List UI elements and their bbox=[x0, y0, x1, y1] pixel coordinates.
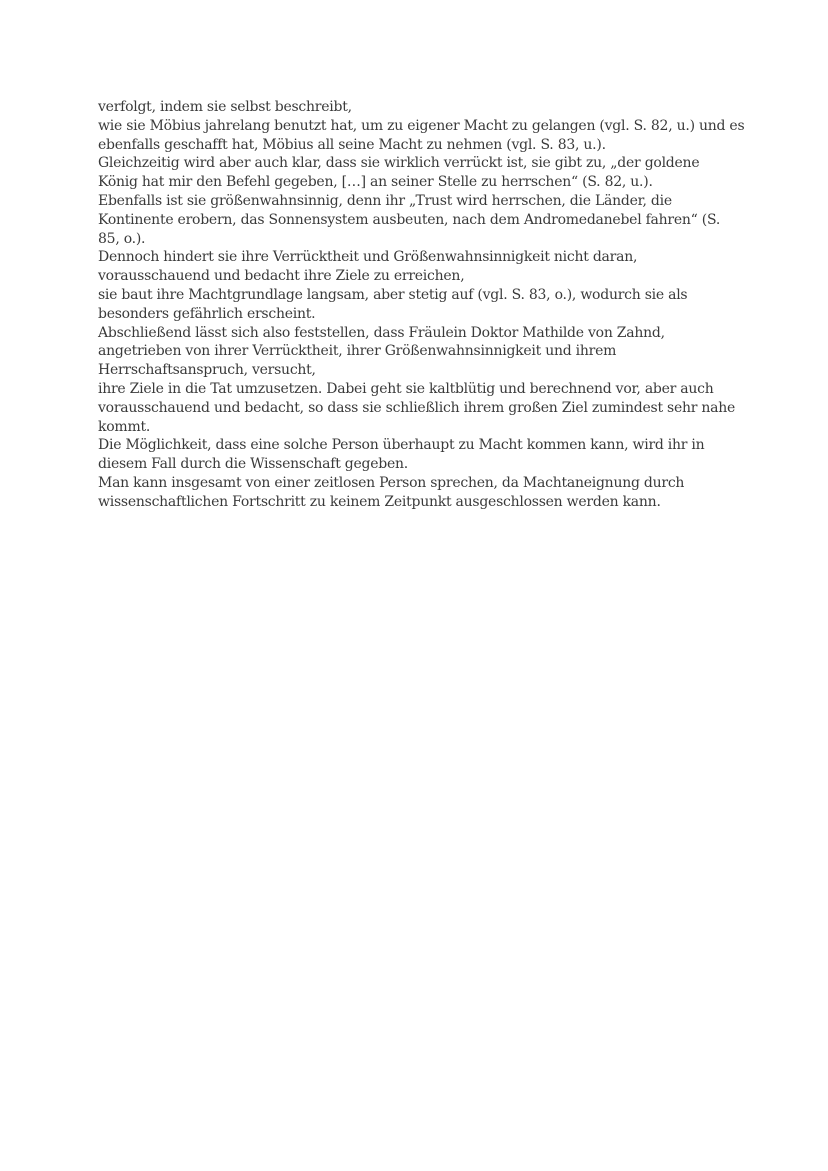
text-line: Dennoch hindert sie ihre Verrücktheit und Größenwahnsinnigkeit nicht daran, bbox=[98, 249, 638, 266]
text-line: Abschließend lässt sich also feststellen, dass Fräulein Doktor Mathilde von Zahnd, bbox=[98, 324, 665, 341]
text-line: vorausschauend und bedacht ihre Ziele zu erreichen, bbox=[98, 268, 465, 285]
text-line: Kontinente erobern, das Sonnensystem ausbeuten, nach dem Andromedanebel fahren“ (S. bbox=[98, 211, 721, 228]
text-line: Herrschaftsanspruch, versucht, bbox=[98, 362, 316, 379]
text-line: besonders gefährlich erscheint. bbox=[98, 305, 316, 322]
text-line: wie sie Möbius jahrelang benutzt hat, um zu eigener Macht zu gelangen (vgl. S. 82, u.) und es bbox=[98, 117, 745, 134]
text-line: Gleichzeitig wird aber auch klar, dass sie wirklich verrückt ist, sie gibt zu, „der goldene bbox=[98, 155, 700, 172]
text-line: Ebenfalls ist sie größenwahnsinnig, denn ihr „Trust wird herrschen, die Länder, die bbox=[98, 192, 672, 209]
text-line: vorausschauend und bedacht, so dass sie schließlich ihrem großen Ziel zumindest sehr nahe bbox=[98, 399, 736, 416]
text-line: sie baut ihre Machtgrundlage langsam, aber stetig auf (vgl. S. 83, o.), wodurch sie als bbox=[98, 286, 688, 303]
text-line: ebenfalls geschafft hat, Möbius all seine Macht zu nehmen (vgl. S. 83, u.). bbox=[98, 136, 606, 153]
text-line: wissenschaftlichen Fortschritt zu keinem Zeitpunkt ausgeschlossen werden kann. bbox=[98, 493, 661, 510]
text-line: Man kann insgesamt von einer zeitlosen Person sprechen, da Machtaneignung durch bbox=[98, 474, 685, 491]
text-line: König hat mir den Befehl gegeben, […] an seiner Stelle zu herrschen“ (S. 82, u.). bbox=[98, 174, 653, 191]
text-line: diesem Fall durch die Wissenschaft gegeben. bbox=[98, 456, 408, 473]
text-line: ihre Ziele in die Tat umzusetzen. Dabei geht sie kaltblütig und berechnend vor, aber auch bbox=[98, 380, 714, 397]
text-line: verfolgt, indem sie selbst beschreibt, bbox=[98, 99, 352, 115]
document-body-text bbox=[98, 98, 745, 512]
text-line: 85, o.). bbox=[98, 230, 146, 247]
text-line: kommt. bbox=[98, 418, 151, 435]
text-line: angetrieben von ihrer Verrücktheit, ihrer Größenwahnsinnigkeit und ihrem bbox=[98, 343, 617, 360]
text-line: Die Möglichkeit, dass eine solche Person überhaupt zu Macht kommen kann, wird ihr in bbox=[98, 437, 705, 454]
